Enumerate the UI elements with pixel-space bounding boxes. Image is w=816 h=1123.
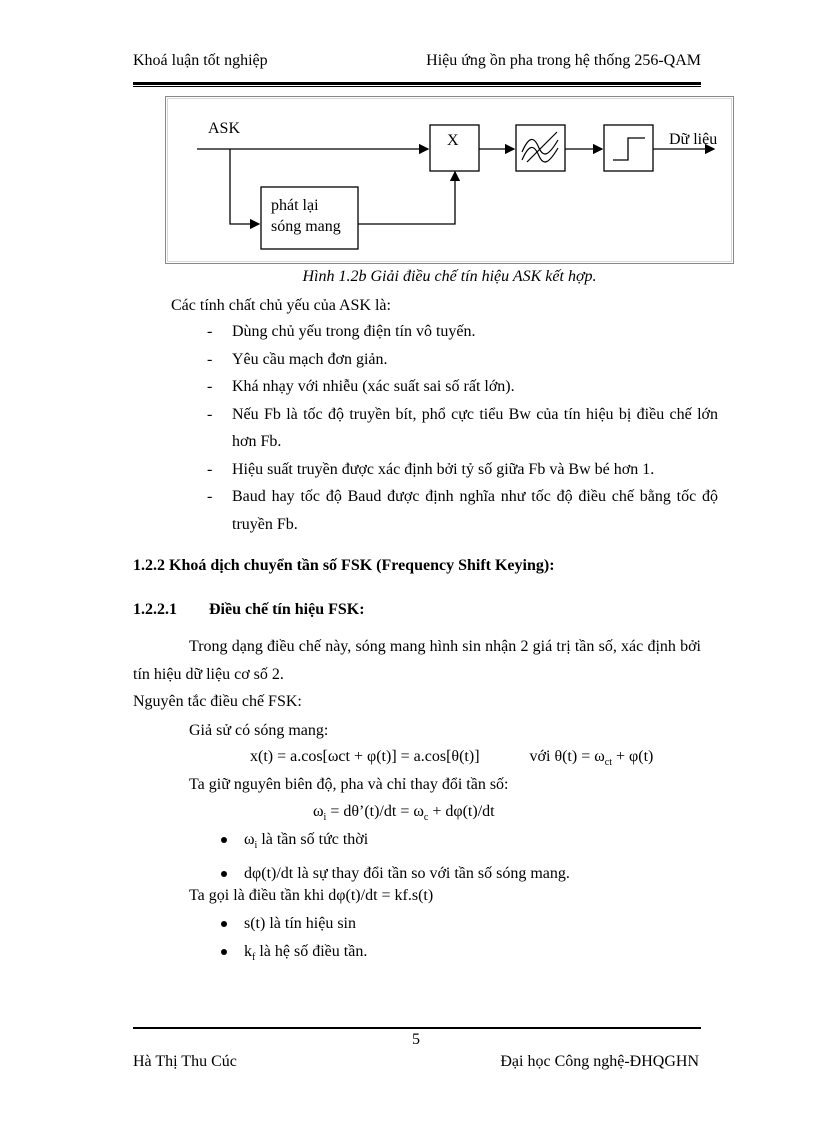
fm-definition-line: Ta gọi là điều tần khi dφ(t)/dt = kf.s(t) bbox=[189, 887, 434, 904]
header-left: Khoá luận tốt nghiệp bbox=[133, 52, 268, 69]
header-right: Hiệu ứng ồn pha trong hệ thống 256-QAM bbox=[426, 52, 701, 69]
fm-bullets bbox=[221, 910, 367, 971]
footer-institution: Đại học Công nghệ-ĐHQGHN bbox=[500, 1053, 699, 1070]
fsk-paragraph: Trong dạng điều chế này, sóng mang hình sin nhận 2 giá trị tần số, xác định bởi tín hiệu dữ liệu cơ số 2. bbox=[133, 638, 701, 683]
list-item: - Khá nhạy với nhiễu (xác suất sai số rất lớn). bbox=[200, 373, 718, 401]
header-rule-thin bbox=[133, 86, 701, 87]
subsection-number: 1.2.2.1 bbox=[133, 601, 177, 618]
multiplier-label: X bbox=[447, 132, 459, 149]
ask-properties-intro: Các tính chất chủ yếu của ASK là: bbox=[171, 297, 391, 314]
carrier-to-multiplier-line bbox=[358, 172, 455, 224]
carrier-branch-line bbox=[230, 149, 259, 224]
ask-properties-list bbox=[200, 318, 718, 538]
list-item: dφ(t)/dt là sự thay đổi tần so với tần số sóng mang. bbox=[221, 860, 570, 888]
list-item: $\omega_i$ là tần số tức thời bbox=[221, 826, 570, 860]
carrier-label-2: sóng mang bbox=[271, 218, 341, 235]
figure-caption: Hình 1.2b Giải điều chế tín hiệu ASK kết hợp. bbox=[302, 268, 597, 285]
list-item: $k_f$ là hệ số điều tần. bbox=[221, 938, 367, 972]
output-label: Dữ liệu bbox=[669, 131, 718, 148]
equation-left: x(t) = a.cos[ωct + φ(t)] = a.cos[θ(t)] bbox=[250, 748, 480, 765]
list-item: - Hiệu suất truyền được xác định bởi tỷ số giữa Fb và Bw bé hơn 1. bbox=[200, 456, 718, 484]
assume-line: Giả sử có sóng mang: bbox=[189, 722, 329, 739]
frequency-equation: $\omega_i$ = dθ’(t)/dt = $\omega_c + d\varphi(t)/dt$ bbox=[313, 803, 495, 824]
frequency-bullets bbox=[221, 826, 570, 887]
footer-rule bbox=[133, 1027, 701, 1029]
page-number: 5 bbox=[412, 1031, 420, 1048]
subsection-heading bbox=[133, 601, 365, 619]
principle-line: Nguyên tắc điều chế FSK: bbox=[133, 693, 302, 710]
equation-right: với θ(t) = ω bbox=[529, 748, 605, 765]
footer-author: Hà Thị Thu Cúc bbox=[133, 1053, 237, 1070]
list-item: - Baud hay tốc độ Baud được định nghĩa như tốc độ điều chế bằng tốc độ truyền Fb. bbox=[200, 483, 718, 538]
section-heading: 1.2.2 Khoá dịch chuyển tần số FSK (Frequency Shift Keying): bbox=[133, 557, 555, 574]
subsection-title: Điều chế tín hiệu FSK: bbox=[209, 601, 365, 618]
carrier-equation: x(t) = a.cos[ωct + φ(t)] = a.cos[θ(t)] với $\theta(t) = \omega_{ct} + \varphi(t)$ bbox=[250, 748, 654, 769]
ask-demodulator-diagram bbox=[165, 96, 734, 264]
header-rule bbox=[133, 82, 701, 85]
list-item: s(t) là tín hiệu sin bbox=[221, 910, 367, 938]
list-item: - Dùng chủ yếu trong điện tín vô tuyến. bbox=[200, 318, 718, 346]
keep-amplitude-line: Ta giữ nguyên biên độ, pha và chỉ thay đổi tần số: bbox=[189, 776, 509, 793]
figure-frame bbox=[166, 97, 734, 264]
carrier-label-1: phát lại bbox=[271, 197, 319, 214]
list-item: - Yêu cầu mạch đơn giản. bbox=[200, 346, 718, 374]
ask-input-label: ASK bbox=[208, 120, 241, 137]
list-item: - Nếu Fb là tốc độ truyền bít, phổ cực tiểu Bw của tín hiệu bị điều chế lớn hơn Fb. bbox=[200, 401, 718, 456]
